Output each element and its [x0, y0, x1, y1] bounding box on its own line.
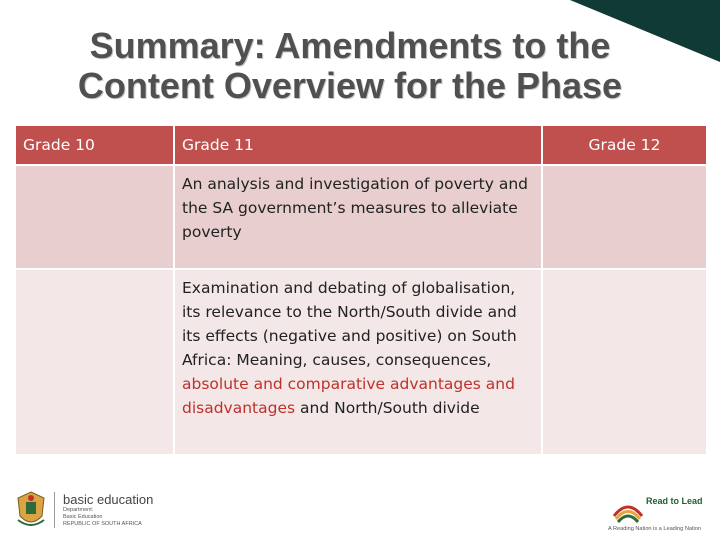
cell-text-highlight: absolute and comparative advantages and disadvantages [182, 375, 515, 417]
header-grade-10: Grade 10 [15, 125, 174, 165]
read-to-lead-logo [606, 494, 706, 536]
logo-divider [54, 492, 55, 528]
logo-sub-3: REPUBLIC OF SOUTH AFRICA [63, 521, 142, 527]
header-grade-11: Grade 11 [174, 125, 542, 165]
slide-title [0, 26, 700, 106]
read-to-lead-tagline: A Reading Nation is a Leading Nation [608, 526, 701, 532]
title-line-2: Content Overview for the Phase [77, 65, 623, 106]
header-grade-12: Grade 12 [542, 125, 707, 165]
logo-sub-1: Department: [63, 507, 94, 513]
coat-of-arms-icon [14, 490, 48, 530]
content-overview-table [14, 124, 708, 456]
logo-sub-2: Basic Education [63, 514, 103, 520]
logo-text [63, 492, 153, 528]
cell-grade-11 [174, 269, 542, 455]
cell-grade-11: An analysis and investigation of poverty and the SA government’s measures to alleviate poverty [174, 165, 542, 269]
logo-name: basic education [63, 492, 154, 507]
cell-grade-12 [542, 269, 707, 455]
read-to-lead-title: Read to Lead [646, 496, 703, 506]
cell-grade-10 [15, 269, 174, 455]
basic-education-logo [14, 488, 153, 532]
cell-grade-12 [542, 165, 707, 269]
cell-text: Examination and debating of globalisation, its relevance to the North/South divide and its effects (negative and positive) on South Africa: Meaning, causes, consequences, [182, 279, 517, 369]
title-line-1: Summary: Amendments to the [89, 25, 611, 66]
cell-text-tail: and North/South divide [300, 399, 480, 417]
table-row [15, 269, 707, 455]
open-book-icon [610, 494, 646, 524]
table-row [15, 165, 707, 269]
header-row [15, 125, 707, 165]
cell-grade-10 [15, 165, 174, 269]
